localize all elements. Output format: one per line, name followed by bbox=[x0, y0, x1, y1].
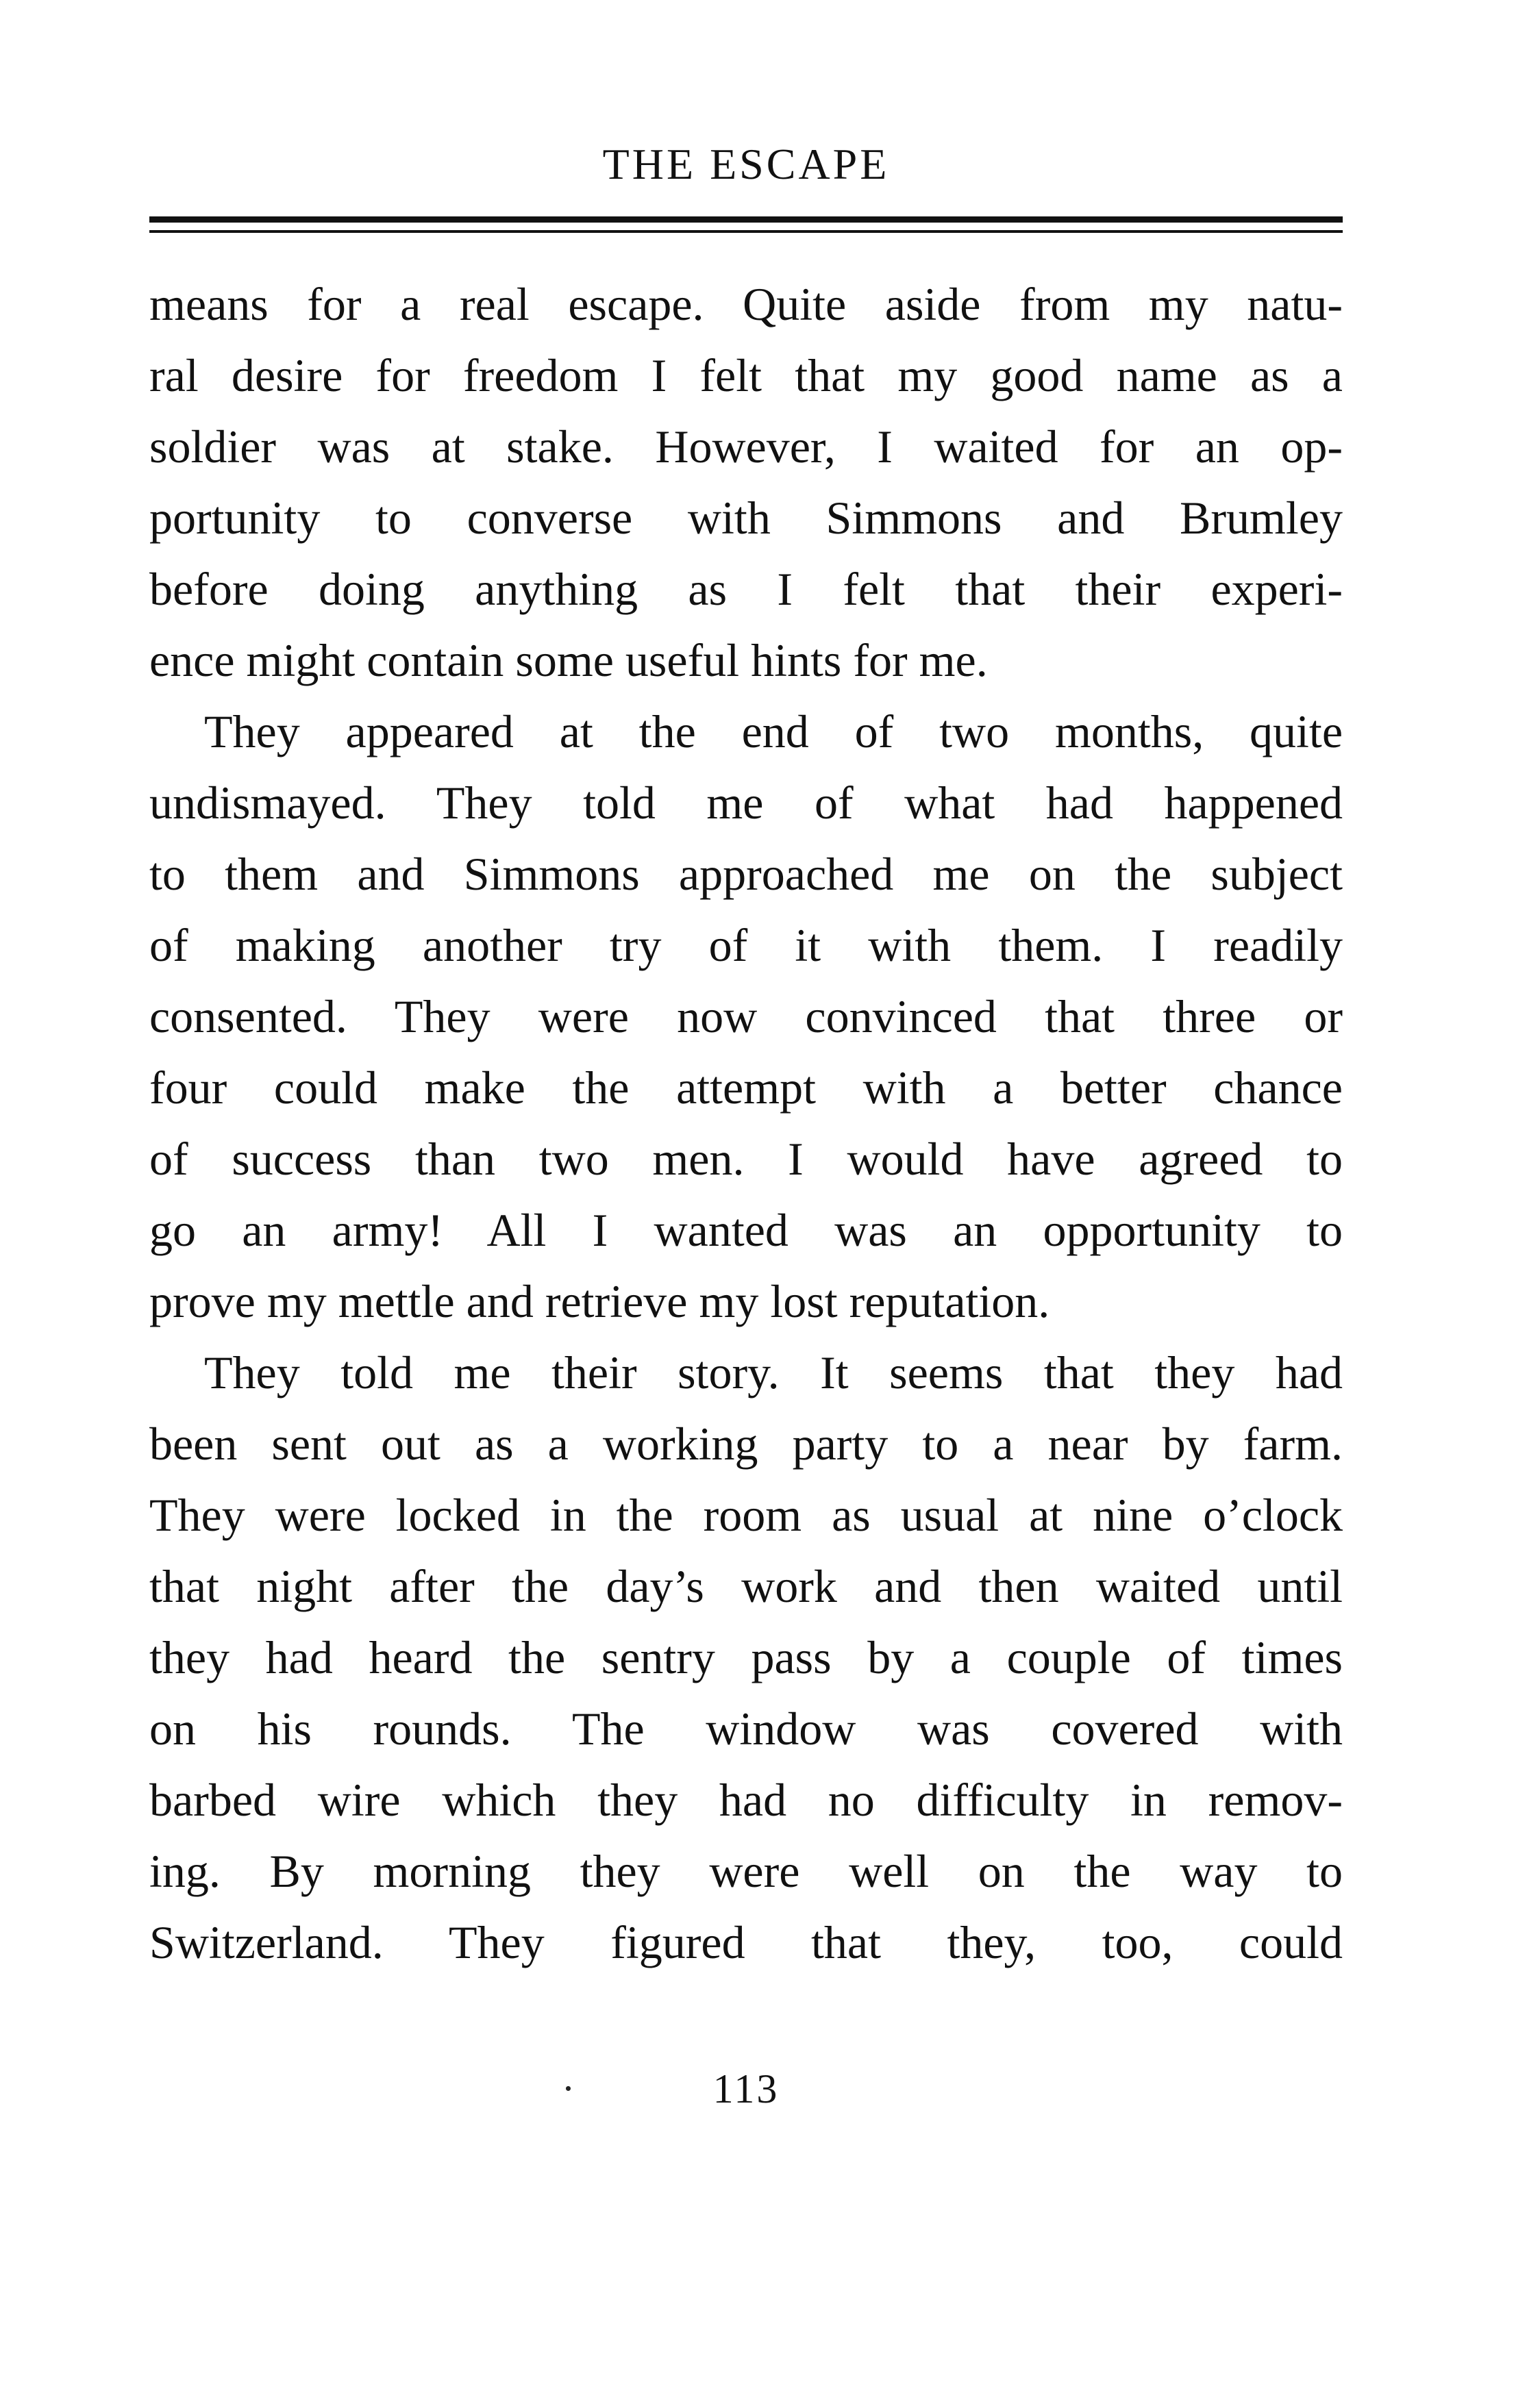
text-line: they had heard the sentry pass by a couple of times bbox=[149, 1631, 1343, 1683]
text-line: They appeared at the end of two months, quite bbox=[204, 705, 1343, 757]
text-line: undismayed. They told me of what had happened bbox=[149, 777, 1343, 829]
text-line: consented. They were now convinced that three or bbox=[149, 990, 1343, 1042]
text-line: ence might contain some useful hints for me. bbox=[149, 634, 988, 686]
text-line: ing. By morning they were well on the way to bbox=[149, 1845, 1343, 1897]
text-line: of success than two men. I would have agreed to bbox=[149, 1133, 1343, 1185]
header-rule-thick bbox=[149, 216, 1343, 223]
text-line: on his rounds. The window was covered with bbox=[149, 1703, 1343, 1755]
text-line: to them and Simmons approached me on the subject bbox=[149, 848, 1343, 900]
text-line: four could make the attempt with a better chance bbox=[149, 1062, 1343, 1114]
text-line: that night after the day’s work and then waited until bbox=[149, 1560, 1343, 1612]
text-line: ral desire for freedom I felt that my good name as a bbox=[149, 349, 1343, 401]
text-line: Switzerland. They figured that they, too, could bbox=[149, 1916, 1343, 1968]
text-line: They told me their story. It seems that they had bbox=[204, 1346, 1343, 1399]
text-line: barbed wire which they had no difficulty in remov- bbox=[149, 1774, 1343, 1826]
text-line: They were locked in the room as usual at nine o’clock bbox=[149, 1489, 1343, 1541]
running-title: THE ESCAPE bbox=[602, 140, 890, 188]
text-line: go an army! All I wanted was an opportunity to bbox=[149, 1204, 1343, 1256]
header-rule-thin bbox=[149, 230, 1343, 233]
body-text bbox=[149, 268, 1343, 1978]
text-line: soldier was at stake. However, I waited for an op- bbox=[149, 421, 1343, 473]
text-line: means for a real escape. Quite aside from my natu- bbox=[149, 278, 1343, 330]
text-line: before doing anything as I felt that their experi- bbox=[149, 563, 1343, 615]
text-line: been sent out as a working party to a near by farm. bbox=[149, 1418, 1343, 1470]
page-number: 113 bbox=[712, 2066, 780, 2111]
text-line: prove my mettle and retrieve my lost reputation. bbox=[149, 1275, 1050, 1327]
text-line: portunity to converse with Simmons and Brumley bbox=[149, 492, 1343, 544]
text-line: of making another try of it with them. I readily bbox=[149, 919, 1343, 971]
